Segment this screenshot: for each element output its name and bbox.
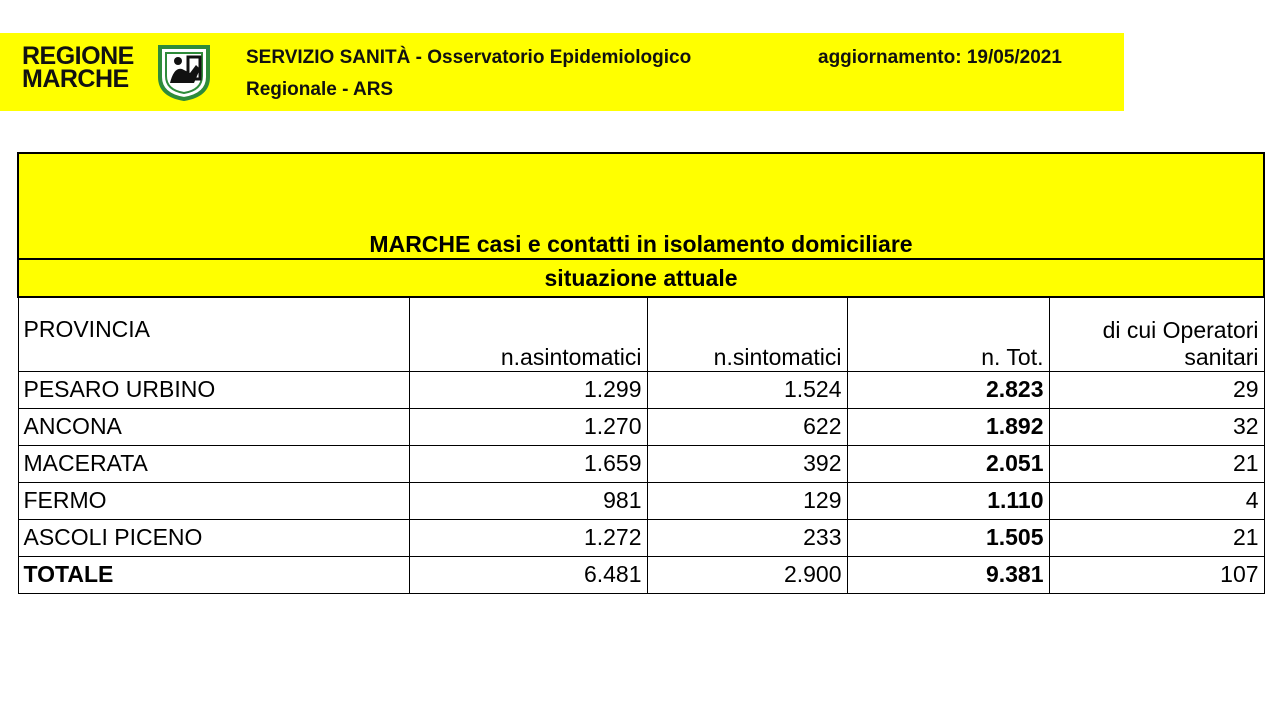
cell-operatori: 4 — [1049, 482, 1264, 519]
cell-totale: 1.892 — [847, 408, 1049, 445]
column-header-provincia: PROVINCIA — [18, 297, 409, 371]
cell-provincia: ANCONA — [18, 408, 409, 445]
org-line-2: Regionale - ARS — [246, 79, 394, 100]
column-header-asintomatici: n.asintomatici — [409, 297, 647, 371]
cell-provincia: PESARO URBINO — [18, 371, 409, 408]
table-title-row — [18, 153, 1264, 259]
isolation-table — [17, 152, 1265, 594]
header-banner — [0, 33, 1124, 111]
cell-asintomatici: 1.270 — [409, 408, 647, 445]
cell-operatori: 29 — [1049, 371, 1264, 408]
cell-totale-total: 9.381 — [847, 556, 1049, 593]
table-row — [18, 445, 1264, 482]
region-logo-text — [22, 42, 134, 93]
table-header-row — [18, 297, 1264, 371]
table-row — [18, 408, 1264, 445]
table-row — [18, 371, 1264, 408]
column-header-operatori-line2: sanitari — [1184, 343, 1259, 370]
column-header-totale: n. Tot. — [847, 297, 1049, 371]
table-subtitle-row — [18, 259, 1264, 297]
cell-operatori: 21 — [1049, 519, 1264, 556]
column-header-operatori — [1049, 297, 1264, 371]
cell-totale: 1.505 — [847, 519, 1049, 556]
cell-sintomatici-total: 2.900 — [647, 556, 847, 593]
region-shield-icon — [156, 43, 212, 101]
cell-provincia-total: TOTALE — [18, 556, 409, 593]
logo-line-2: MARCHE — [22, 65, 129, 93]
cell-operatori-total: 107 — [1049, 556, 1264, 593]
cell-provincia: ASCOLI PICENO — [18, 519, 409, 556]
column-header-sintomatici: n.sintomatici — [647, 297, 847, 371]
cell-totale: 2.051 — [847, 445, 1049, 482]
table-subtitle: situazione attuale — [18, 259, 1264, 297]
cell-provincia: FERMO — [18, 482, 409, 519]
table-row — [18, 482, 1264, 519]
organization-name — [246, 42, 691, 106]
cell-asintomatici: 1.659 — [409, 445, 647, 482]
cell-provincia: MACERATA — [18, 445, 409, 482]
cell-sintomatici: 233 — [647, 519, 847, 556]
cell-totale: 2.823 — [847, 371, 1049, 408]
cell-operatori: 21 — [1049, 445, 1264, 482]
cell-asintomatici: 1.272 — [409, 519, 647, 556]
column-header-operatori-line1: di cui Operatori — [1102, 316, 1259, 343]
cell-sintomatici: 129 — [647, 482, 847, 519]
update-date: aggiornamento: 19/05/2021 — [818, 47, 1062, 68]
table-row — [18, 519, 1264, 556]
cell-totale: 1.110 — [847, 482, 1049, 519]
table-title: MARCHE casi e contatti in isolamento domiciliare — [18, 153, 1264, 259]
cell-sintomatici: 1.524 — [647, 371, 847, 408]
cell-operatori: 32 — [1049, 408, 1264, 445]
table-total-row — [18, 556, 1264, 593]
org-line-1: SERVIZIO SANITÀ - Osservatorio Epidemiologico — [246, 47, 692, 68]
cell-asintomatici: 1.299 — [409, 371, 647, 408]
cell-sintomatici: 392 — [647, 445, 847, 482]
cell-sintomatici: 622 — [647, 408, 847, 445]
cell-asintomatici: 981 — [409, 482, 647, 519]
logo-line-1: REGIONE — [22, 42, 134, 70]
cell-asintomatici-total: 6.481 — [409, 556, 647, 593]
